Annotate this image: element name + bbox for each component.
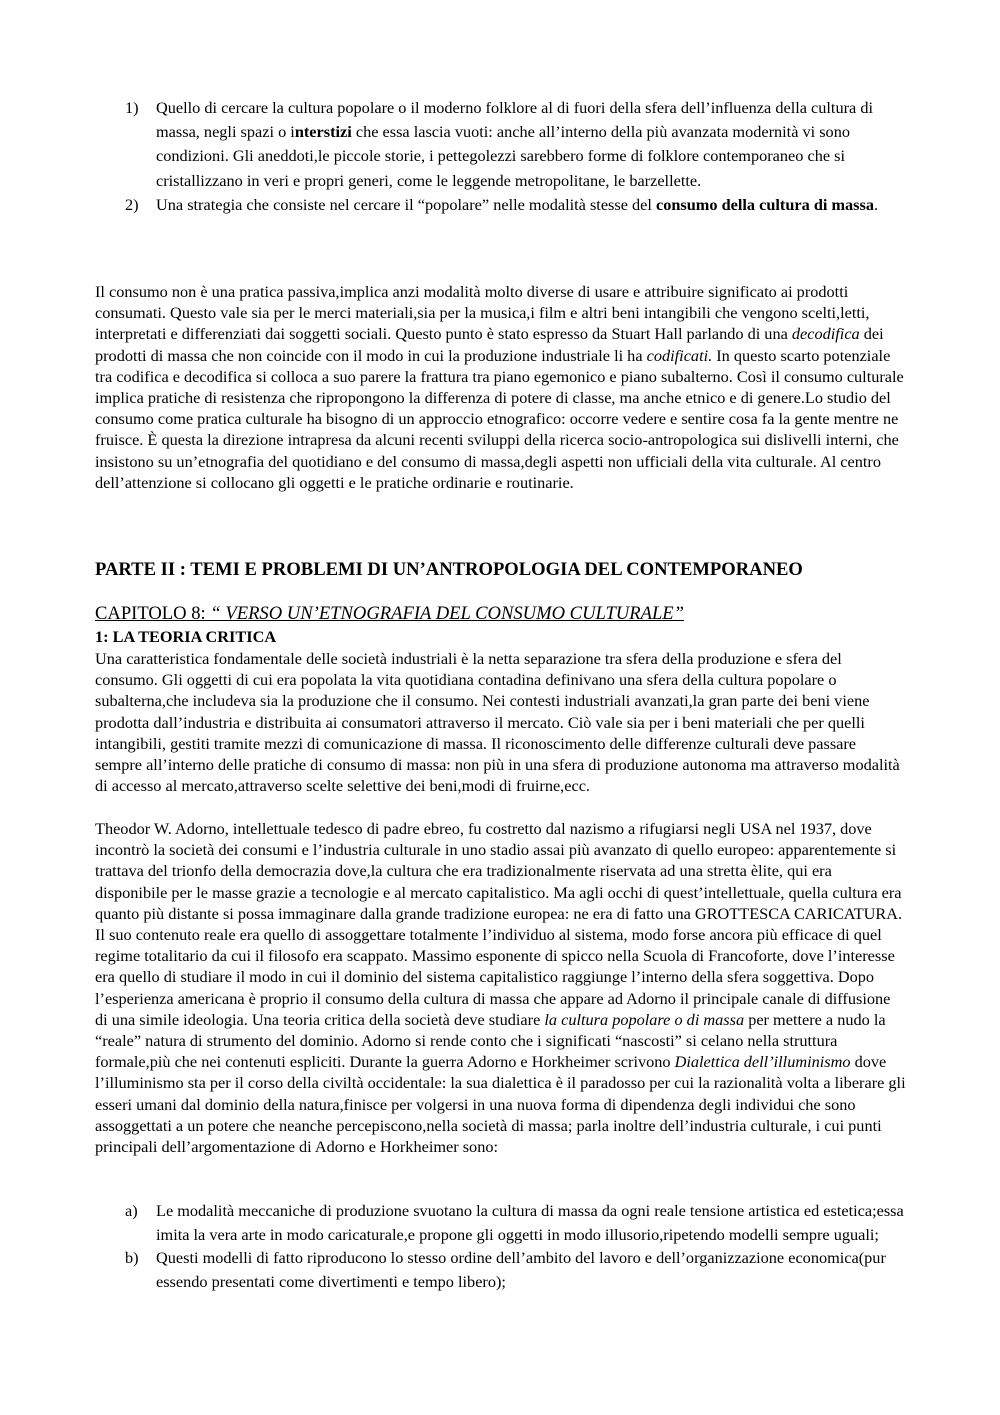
chapter-prefix: CAPITOLO 8: — [95, 603, 211, 624]
paragraph-text: Il consumo non è una pratica passiva,implica anzi modalità molto diverse di usare e attribuire significato ai prodotti consumati. Questo vale sia per le merci materiali,sia per la musica,i film e altri beni intangibili che vengono scelti,letti, interpretati e differenziati dai soggetti sociali. Questo punto è stato espresso da Stuart Hall parlando di una — [95, 282, 870, 344]
list-marker: 2) — [125, 194, 139, 214]
list-item-text: . — [874, 194, 879, 214]
lettered-list — [95, 1199, 910, 1293]
paragraph-text: dei prodotti di massa che non coincide con il modo in cui la produzione industriale li ha — [95, 324, 884, 365]
paragraph-italic-text: codificati. — [646, 345, 713, 365]
list-item-bold-text: nterstizi — [294, 122, 352, 142]
paragraph-italic-text: la cultura popolare o di massa — [544, 1009, 745, 1029]
paragraph-text: per mettere a nudo la “reale” natura di strumento del dominio. Adorno si rende conto che i significati “nascosti” si celano nella struttura formale,più che nei contenuti espliciti. Durante la guerra Adorno e Horkheimer scrivono — [95, 1009, 886, 1072]
list-item-text: Questi modelli di fatto riproducono lo stesso ordine dell’ambito del lavoro e dell’organizzazione economica(pur essendo presentati come divertimenti e tempo libero); — [156, 1248, 886, 1291]
list-item — [95, 1246, 910, 1293]
list-marker: b) — [125, 1248, 139, 1267]
paragraph-text: Theodor W. Adorno, intellettuale tedesco di padre ebreo, fu costretto dal nazismo a rifugiarsi negli USA nel 1937, dove incontrò la società dei consumi e l’industria culturale in uno stadio assai più avanzato di quello europeo: apparentemente si trattava del trionfo della democrazia dove,la cultura che era tradizionalmente riservata ad una stretta èlite, qui era disponibile per le masse grazie a tecnologie e al mercato capitalistico. Ma agli occhi di quest’intellettuale, quella cultura era quanto più distante si possa immaginare dalla grande tradizione europea: ne era di fatto una GROTTESCA CARICATURA. Il suo contenuto reale era quello di assoggettare totalmente l’individuo al sistema, modo forse ancora più efficace di quel regime totalitario da cui il filosofo era scappato. Massimo esponente di spicco nella Scuola di Francoforte, dove l’interesse era quello di studiare il modo in cui il dominio del sistema capitalistico raggiunge l’interno della sfera soggettiva. Dopo l’esperienza americana è proprio il consumo della cultura di massa che appare ad Adorno il principale canale di diffusione di una simile ideologia. Una teoria critica della società deve studiare — [95, 819, 903, 1029]
list-marker: a) — [125, 1201, 138, 1220]
paragraph-consumo — [95, 281, 907, 493]
paragraph-societa-industriali: Una caratteristica fondamentale delle società industriali è la netta separazione tra sfera della produzione e sfera del consumo. Gli oggetti di cui era popolata la vita quotidiana contadina definivano una sfera della cultura popolare o subalterna,che includeva sia la produzione che il consumo. Nei contesti industriali avanzati,la gran parte dei beni viene prodotta dall’industria e distribuita ai consumatori attraverso il mercato. Ciò vale sia per i beni materiali che per quelli intangibili, gestiti tramite mezzi di comunicazione di massa. Il riconoscimento delle differenze culturali deve passare sempre all’interno delle pratiche di consumo di massa: non più in una sfera di produzione autonoma ma attraverso modalità di accesso al mercato,attraverso scelte selettive dei beni,modi di fruirne,ecc. — [95, 649, 900, 796]
list-item-text: Una strategia che consiste nel cercare il “popolare” nelle modalità stesse del — [156, 194, 656, 214]
numbered-list — [95, 96, 910, 217]
list-item-text: Le modalità meccaniche di produzione svuotano la cultura di massa da ogni reale tensione artistica ed estetica;essa imita la vera arte in modo caricaturale,e propone gli oggetti in modo illusorio,ripetendo modelli sempre uguali; — [156, 1201, 904, 1244]
paragraph-italic-text: decodifica — [791, 324, 860, 344]
paragraph-text: dove l’illuminismo sta per il corso della civiltà occidentale: la sua dialettica è il paradosso per cui la razionalità volta a liberare gli esseri umani dal dominio della natura,finisce per volgersi in una nuova forma di dipendenza degli individui che sono assoggettati a un potere che neanche percepiscono,nella società di massa; parla inoltre dell’industria culturale, i cui punti principali dell’argomentazione di Adorno e Horkheimer sono: — [95, 1052, 906, 1157]
part-heading: PARTE II : TEMI E PROBLEMI DI UN’ANTROPOLOGIA DEL CONTEMPORANEO — [95, 559, 803, 580]
list-item — [95, 193, 910, 217]
paragraph-text: In questo scarto potenziale tra codifica e decodifica si colloca a suo parere la frattura tra piano egemonico e piano subalterno. Così il consumo culturale implica pratiche di resistenza che ripropongono la differenza di potere di classe, ma anche etnico e di genere.Lo studio del consumo come pratica culturale ha bisogno di un approccio etnografico: occorre vedere e sentire cosa fa la gente mentre ne fruisce. È questa la direzione intrapresa da alcuni recenti sviluppi della ricerca socio-antropologica sui dislivelli interni, che insistono su un’etnografia del quotidiano e del consumo di massa,degli aspetti non ufficiali della vita culturale. Al centro dell’attenzione si collocano gli oggetti e le pratiche ordinarie e routinarie. — [95, 345, 904, 492]
list-item-text: che essa lascia vuoti: anche all’interno della più avanzata modernità vi sono condizioni. Gli aneddoti,le piccole storie, i pettegolezzi sarebbero forme di folklore contemporaneo che si cristallizzano in veri e propri generi, come le leggende metropolitane, le barzellette. — [156, 122, 850, 190]
paragraph-italic-text: Dialettica dell’illuminismo — [674, 1052, 851, 1072]
list-item-text: Quello di cercare la cultura popolare o il moderno folklore al di fuori della sfera dell’influenza della cultura di massa, negli spazi o i — [156, 98, 873, 142]
list-item — [95, 96, 910, 193]
chapter-heading — [95, 602, 684, 626]
section-heading: 1: LA TEORIA CRITICA — [95, 627, 277, 646]
paragraph-adorno — [95, 818, 907, 1157]
list-item-bold-text: consumo della cultura di massa — [655, 194, 874, 214]
chapter-title: “ VERSO UN’ETNOGRAFIA DEL CONSUMO CULTURALE” — [210, 603, 684, 624]
list-marker: 1) — [125, 98, 139, 117]
list-item — [95, 1199, 910, 1246]
